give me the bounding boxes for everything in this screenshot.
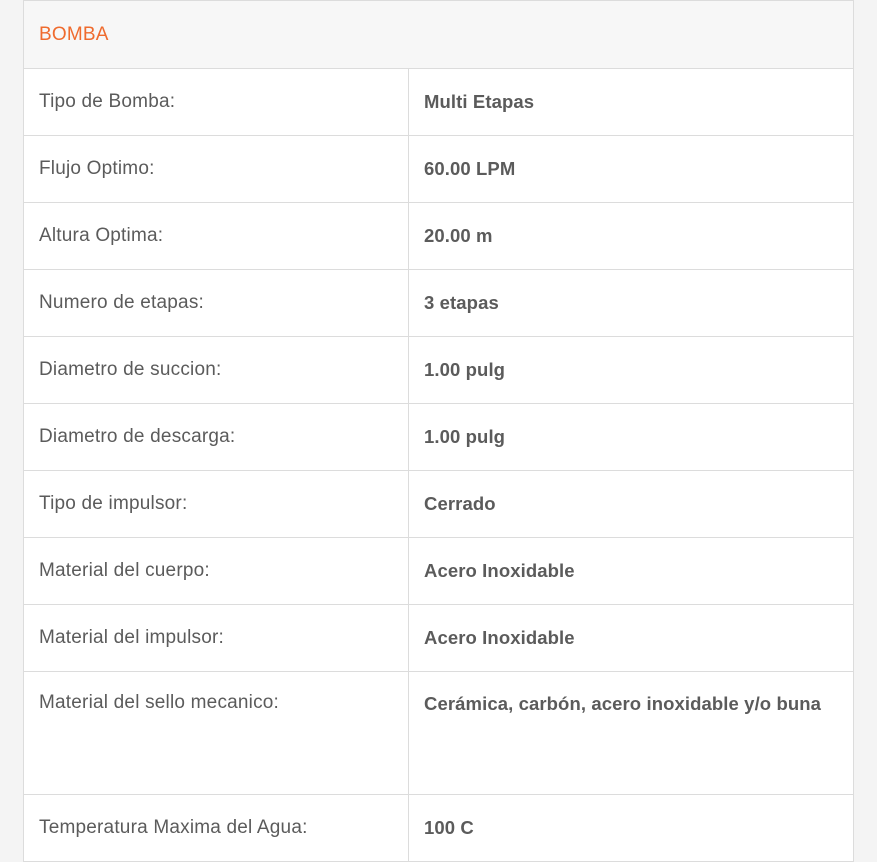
row-value: 100 C <box>409 795 854 862</box>
row-value: 1.00 pulg <box>409 337 854 404</box>
table-row <box>24 538 854 605</box>
row-label: Diametro de descarga: <box>24 404 409 471</box>
table-row <box>24 69 854 136</box>
row-label: Numero de etapas: <box>24 270 409 337</box>
table-row <box>24 795 854 862</box>
row-value: Acero Inoxidable <box>409 605 854 672</box>
row-value: Cerrado <box>409 471 854 538</box>
section-title: BOMBA <box>24 1 854 69</box>
table-row <box>24 404 854 471</box>
table-header-row <box>24 1 854 69</box>
row-label: Tipo de Bomba: <box>24 69 409 136</box>
row-value: 20.00 m <box>409 203 854 270</box>
spec-table <box>23 0 854 862</box>
row-value: Multi Etapas <box>409 69 854 136</box>
table-row <box>24 672 854 795</box>
table-row <box>24 605 854 672</box>
row-label: Flujo Optimo: <box>24 136 409 203</box>
row-label: Temperatura Maxima del Agua: <box>24 795 409 862</box>
table-row <box>24 203 854 270</box>
row-value: 3 etapas <box>409 270 854 337</box>
row-value: Acero Inoxidable <box>409 538 854 605</box>
row-label: Diametro de succion: <box>24 337 409 404</box>
row-value: 60.00 LPM <box>409 136 854 203</box>
table-row <box>24 471 854 538</box>
row-value: 1.00 pulg <box>409 404 854 471</box>
table-row <box>24 337 854 404</box>
row-value: Cerámica, carbón, acero inoxidable y/o buna <box>409 672 854 795</box>
row-label: Material del cuerpo: <box>24 538 409 605</box>
row-label: Altura Optima: <box>24 203 409 270</box>
row-label: Tipo de impulsor: <box>24 471 409 538</box>
table-row <box>24 136 854 203</box>
row-label: Material del impulsor: <box>24 605 409 672</box>
table-row <box>24 270 854 337</box>
row-label: Material del sello mecanico: <box>24 672 409 795</box>
